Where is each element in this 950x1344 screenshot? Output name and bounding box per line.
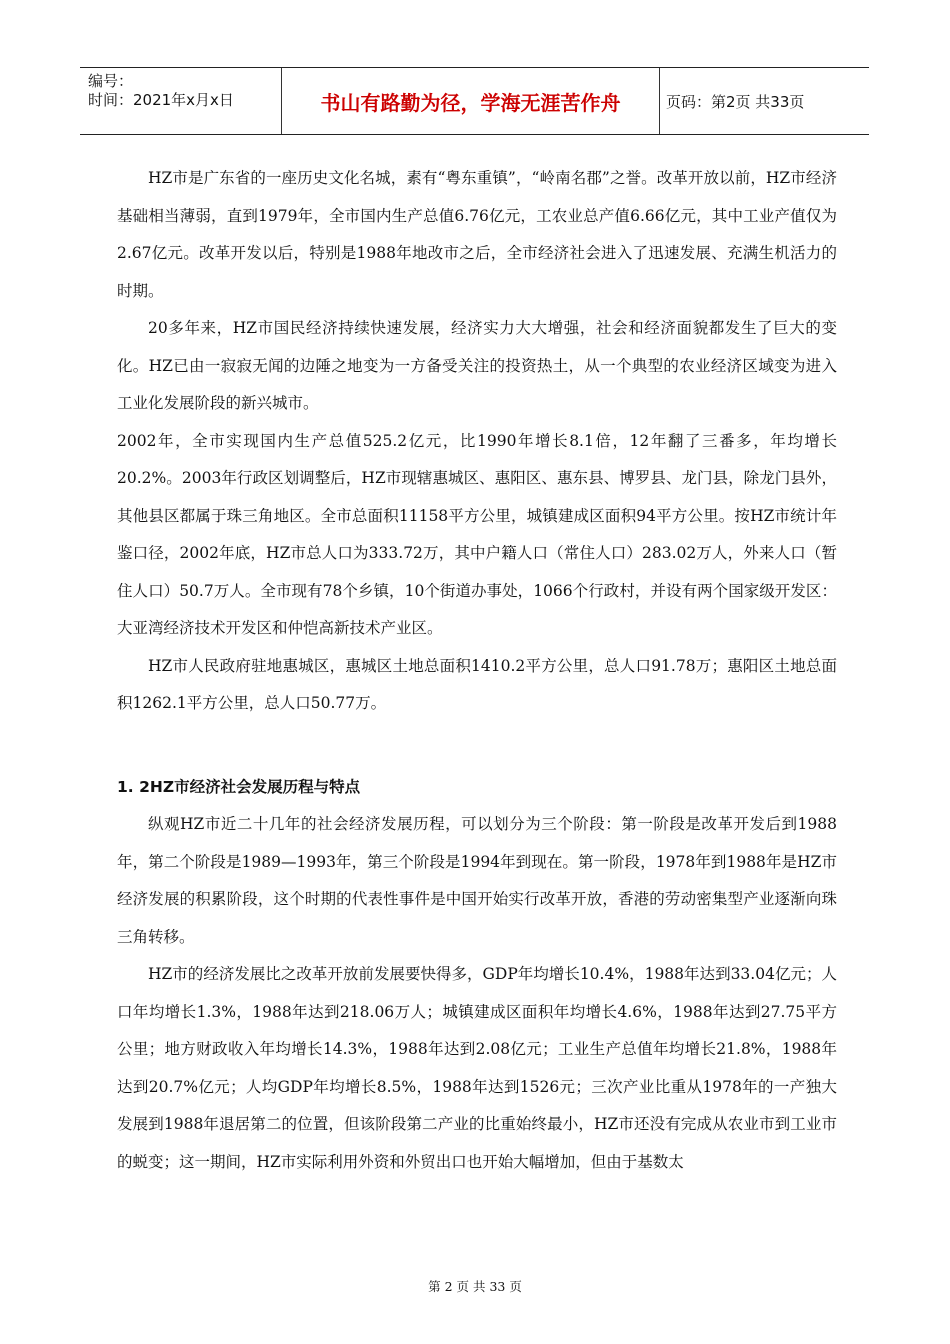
header-motto: 书山有路勤为径，学海无涯苦作舟 — [282, 68, 660, 134]
document-body — [117, 160, 837, 1181]
header-page-number: 页码：第2页 共33页 — [666, 92, 805, 111]
paragraph: HZ市是广东省的一座历史文化名城，素有“粤东重镇”，“岭南名郡”之誉。改革开放以前，HZ市经济基础相当薄弱，直到1979年，全市国内生产总值6.76亿元，工农业总产值6.66亿元，其中工业产值仅为2.67亿元。改革开发以后，特别是1988年地改市之后，全市经济社会进入了迅速发展、充满生机活力的时期。 — [117, 169, 837, 300]
paragraph: 2002年，全市实现国内生产总值525.2亿元，比1990年增长8.1倍，12年翻了三番多，年均增长20.2%。2003年行政区划调整后，HZ市现辖惠城区、惠阳区、惠东县、博罗县、龙门县，除龙门县外，其他县区都属于珠三角地区。全市总面积11158平方公里，城镇建成区面积94平方公里。按HZ市统计年鉴口径，2002年底，HZ市总人口为333.72万，其中户籍人口（常住人口）283.02万人，外来人口（暂住人口）50.7万人。全市现有78个乡镇，10个街道办事处，1066个行政村，并设有两个国家级开发区：大亚湾经济技术开发区和仲恺高新技术产业区。 — [117, 431, 837, 637]
document-number-label: 编号： — [88, 72, 134, 90]
paragraph: 纵观HZ市近二十几年的社会经济发展历程，可以划分为三个阶段：第一阶段是改革开发后到1988年，第二个阶段是1989—1993年，第三个阶段是1994年到现在。第一阶段，1978年到1988年是HZ市经济发展的积累阶段，这个时期的代表性事件是中国开始实行改革开放，香港的劳动密集型产业逐渐向珠三角转移。 — [117, 815, 837, 946]
page-header — [80, 67, 869, 135]
header-meta — [80, 68, 282, 134]
section-heading: 1. 2HZ市经济社会发展历程与特点 — [117, 777, 361, 796]
paragraph: 20多年来，HZ市国民经济持续快速发展，经济实力大大增强，社会和经济面貌都发生了巨大的变化。HZ已由一寂寂无闻的边陲之地变为一方备受关注的投资热土，从一个典型的农业经济区域变为进入工业化发展阶段的新兴城市。 — [117, 319, 837, 412]
paragraph: HZ市人民政府驻地惠城区，惠城区土地总面积1410.2平方公里，总人口91.78万；惠阳区土地总面积1262.1平方公里，总人口50.77万。 — [117, 656, 837, 712]
page-footer: 第 2 页 共 33 页 — [428, 1279, 522, 1294]
section-gap — [117, 723, 837, 769]
paragraph: HZ市的经济发展比之改革开放前发展要快得多，GDP年均增长10.4%，1988年达到33.04亿元；人口年均增长1.3%，1988年达到218.06万人；城镇建成区面积年均增长4.6%，1988年达到27.75平方公里；地方财政收入年均增长14.3%，1988年达到2.08亿元；工业生产总值年均增长21.8%，1988年达到20.7%亿元；人均GDP年均增长8.5%，1988年达到1526元；三次产业比重从1978年的一产独大发展到1988年退居第二的位置，但该阶段第二产业的比重始终最小，HZ市还没有完成从农业市到工业市的蜕变；这一期间，HZ市实际利用外资和外贸出口也开始大幅增加，但由于基数太 — [117, 965, 837, 1171]
document-date-label: 时间：2021年x月x日 — [88, 91, 234, 109]
